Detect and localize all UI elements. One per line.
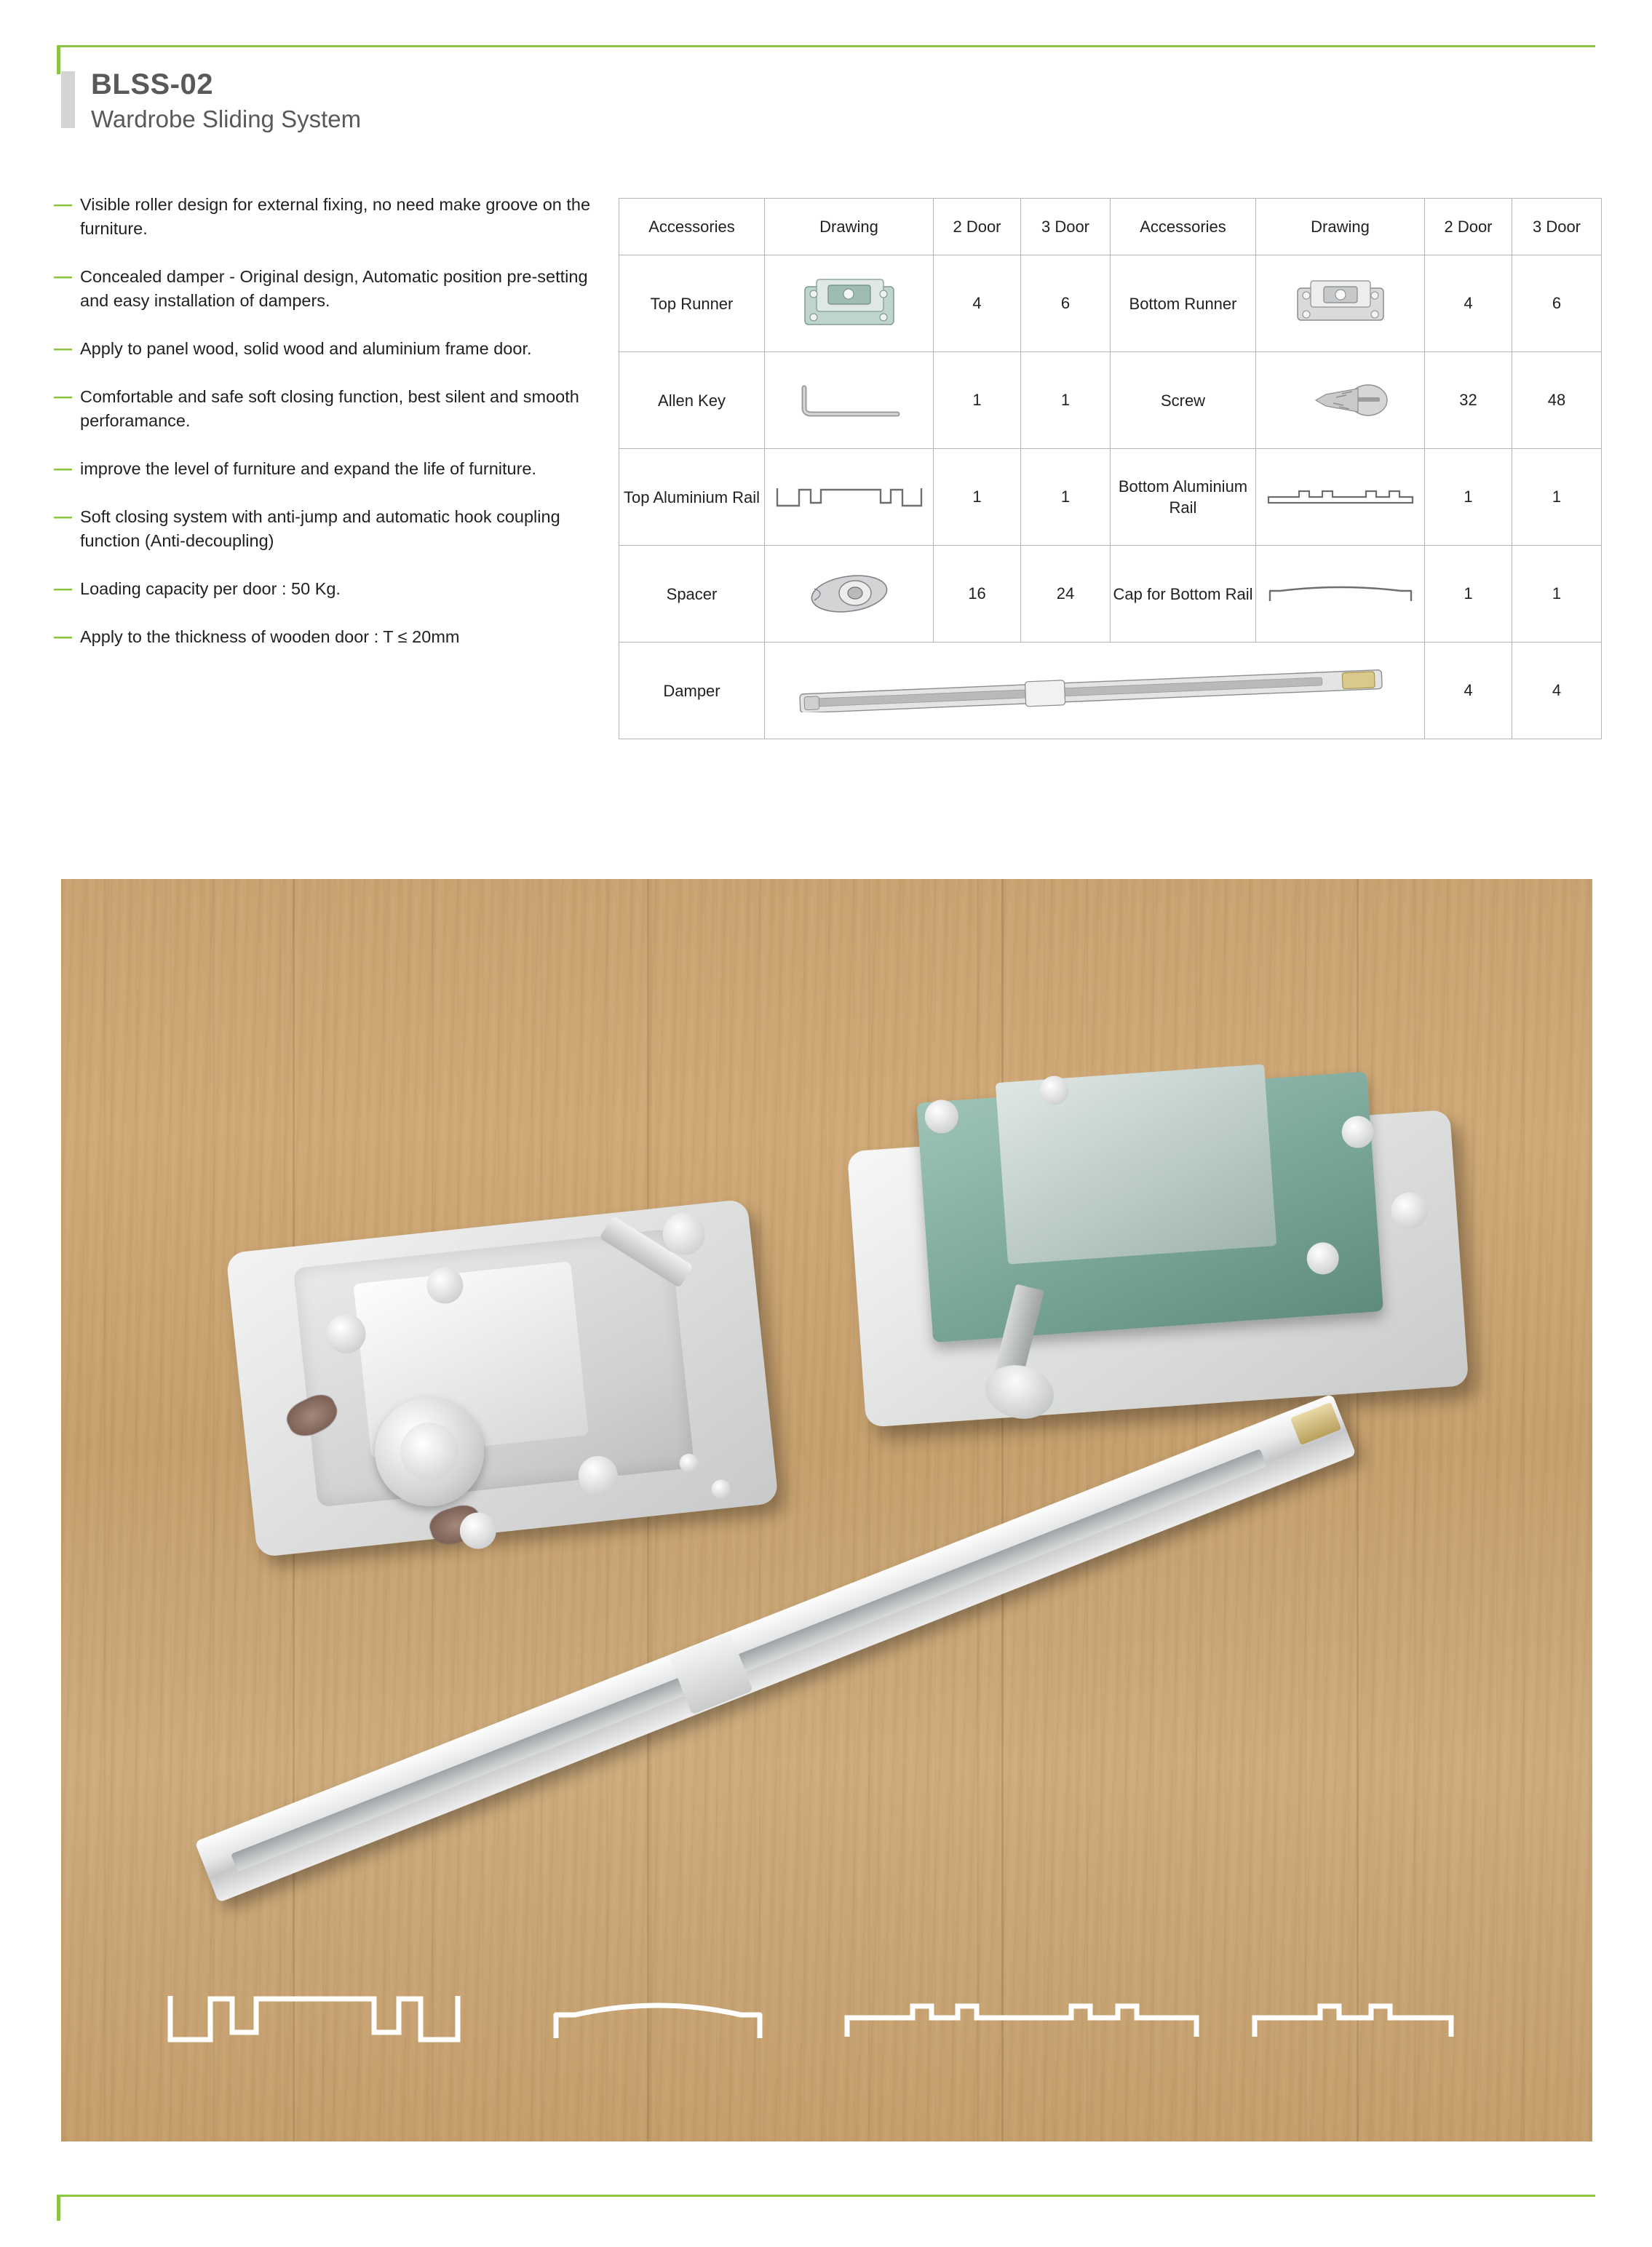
feature-text: Apply to panel wood, solid wood and aluminium frame door. <box>80 339 532 358</box>
cell-qty-3door: 4 <box>1512 643 1602 739</box>
cell-qty-2door: 1 <box>1425 449 1512 546</box>
bottom-rail-profile-svg <box>1264 484 1417 510</box>
bullet-dash-icon: — <box>54 386 72 407</box>
cell-qty-2door: 16 <box>934 546 1021 643</box>
column-header-2door-right: 2 Door <box>1425 199 1512 255</box>
accessories-table <box>619 198 1602 739</box>
damper-drawing-svg <box>793 669 1397 712</box>
cell-accessory-name: Damper <box>619 643 765 739</box>
accessories-table-container <box>619 198 1601 739</box>
column-header-3door-right: 3 Door <box>1512 199 1602 255</box>
table-row <box>619 546 1602 643</box>
list-item <box>54 625 607 649</box>
cell-qty-3door: 1 <box>1512 449 1602 546</box>
cell-qty-2door: 1 <box>934 449 1021 546</box>
list-item <box>54 193 607 241</box>
column-header-2door-left: 2 Door <box>934 199 1021 255</box>
table-row <box>619 255 1602 352</box>
cell-accessory-name: Bottom Aluminium Rail <box>1111 449 1256 546</box>
feature-text: improve the level of furniture and expand the life of furniture. <box>80 459 537 478</box>
bottom-runner-top-cover <box>996 1064 1277 1264</box>
cell-accessory-name: Top Runner <box>619 255 765 352</box>
bottom-runner-drawing-svg <box>1286 272 1395 335</box>
top-runner-drawing-svg <box>795 272 904 335</box>
table-row <box>619 352 1602 449</box>
column-header-accessories-left: Accessories <box>619 199 765 255</box>
cap-profile-icon <box>1256 546 1425 643</box>
table-row <box>619 449 1602 546</box>
screw-icon <box>1256 352 1425 449</box>
bottom-accent-rule <box>57 2195 1595 2197</box>
cell-qty-2door: 32 <box>1425 352 1512 449</box>
feature-text: Soft closing system with anti-jump and automatic hook coupling function (Anti-decoupling) <box>80 507 560 550</box>
spacer-drawing-svg <box>798 568 900 619</box>
bullet-dash-icon: — <box>54 266 72 287</box>
cell-accessory-name: Allen Key <box>619 352 765 449</box>
top-rail-profile-icon <box>765 449 934 546</box>
bullet-dash-icon: — <box>54 458 72 479</box>
cell-qty-3door: 1 <box>1021 352 1111 449</box>
cell-qty-3door: 6 <box>1512 255 1602 352</box>
spacer-icon <box>765 546 934 643</box>
cell-qty-3door: 1 <box>1512 546 1602 643</box>
bullet-dash-icon: — <box>54 194 72 215</box>
bottom-rail-profile-icon <box>1256 449 1425 546</box>
feature-text: Visible roller design for external fixing, no need make groove on the furniture. <box>80 195 591 238</box>
list-item <box>54 385 607 433</box>
cell-qty-3door: 1 <box>1021 449 1111 546</box>
cell-qty-2door: 1 <box>934 352 1021 449</box>
cell-accessory-name: Top Aluminium Rail <box>619 449 765 546</box>
table-row <box>619 643 1602 739</box>
list-item <box>54 505 607 553</box>
feature-text: Loading capacity per door : 50 Kg. <box>80 579 341 598</box>
bottom-runner-icon <box>1256 255 1425 352</box>
column-header-drawing-left: Drawing <box>765 199 934 255</box>
top-runner-photo <box>197 1130 820 1610</box>
cell-qty-2door: 4 <box>1425 255 1512 352</box>
cell-qty-3door: 24 <box>1021 546 1111 643</box>
aluminium-profile-outlines <box>61 1981 1592 2061</box>
bottom-accent-rule-cap <box>57 2195 60 2221</box>
cell-qty-3door: 48 <box>1512 352 1602 449</box>
cell-accessory-name: Screw <box>1111 352 1256 449</box>
cell-accessory-name: Bottom Runner <box>1111 255 1256 352</box>
damper-icon <box>765 643 1425 739</box>
cell-qty-2door: 4 <box>1425 643 1512 739</box>
bullet-dash-icon: — <box>54 338 72 359</box>
top-accent-rule <box>57 45 1595 47</box>
bullet-dash-icon: — <box>54 578 72 599</box>
feature-text: Apply to the thickness of wooden door : T ≤ 20mm <box>80 627 460 646</box>
list-item <box>54 577 607 601</box>
list-item <box>54 457 607 481</box>
list-item <box>54 337 607 361</box>
bullet-dash-icon: — <box>54 627 72 647</box>
header-accent-bar <box>61 71 75 128</box>
page-subtitle: Wardrobe Sliding System <box>91 106 362 132</box>
cell-qty-2door: 4 <box>934 255 1021 352</box>
bullet-dash-icon: — <box>54 506 72 527</box>
column-header-accessories-right: Accessories <box>1111 199 1256 255</box>
allen-key-icon <box>765 352 934 449</box>
feature-list <box>54 193 607 673</box>
cap-profile-svg <box>1264 581 1417 607</box>
column-header-3door-left: 3 Door <box>1021 199 1111 255</box>
list-item <box>54 265 607 313</box>
cell-accessory-name: Spacer <box>619 546 765 643</box>
top-accent-rule-cap <box>57 45 60 74</box>
top-rail-profile-svg <box>773 481 926 513</box>
page-header <box>61 67 361 135</box>
cell-qty-3door: 6 <box>1021 255 1111 352</box>
allen-key-drawing-svg <box>791 375 908 426</box>
cell-qty-2door: 1 <box>1425 546 1512 643</box>
page-title: BLSS-02 <box>91 68 213 100</box>
table-header-row <box>619 199 1602 255</box>
screw-drawing-svg <box>1282 378 1399 422</box>
top-runner-icon <box>765 255 934 352</box>
cell-accessory-name: Cap for Bottom Rail <box>1111 546 1256 643</box>
feature-text: Comfortable and safe soft closing function, best silent and smooth perforamance. <box>80 387 579 430</box>
feature-text: Concealed damper - Original design, Automatic position pre-setting and easy installation of dampers. <box>80 267 588 310</box>
product-photo <box>61 879 1592 2141</box>
column-header-drawing-right: Drawing <box>1256 199 1425 255</box>
bottom-runner-photo <box>827 1021 1494 1472</box>
